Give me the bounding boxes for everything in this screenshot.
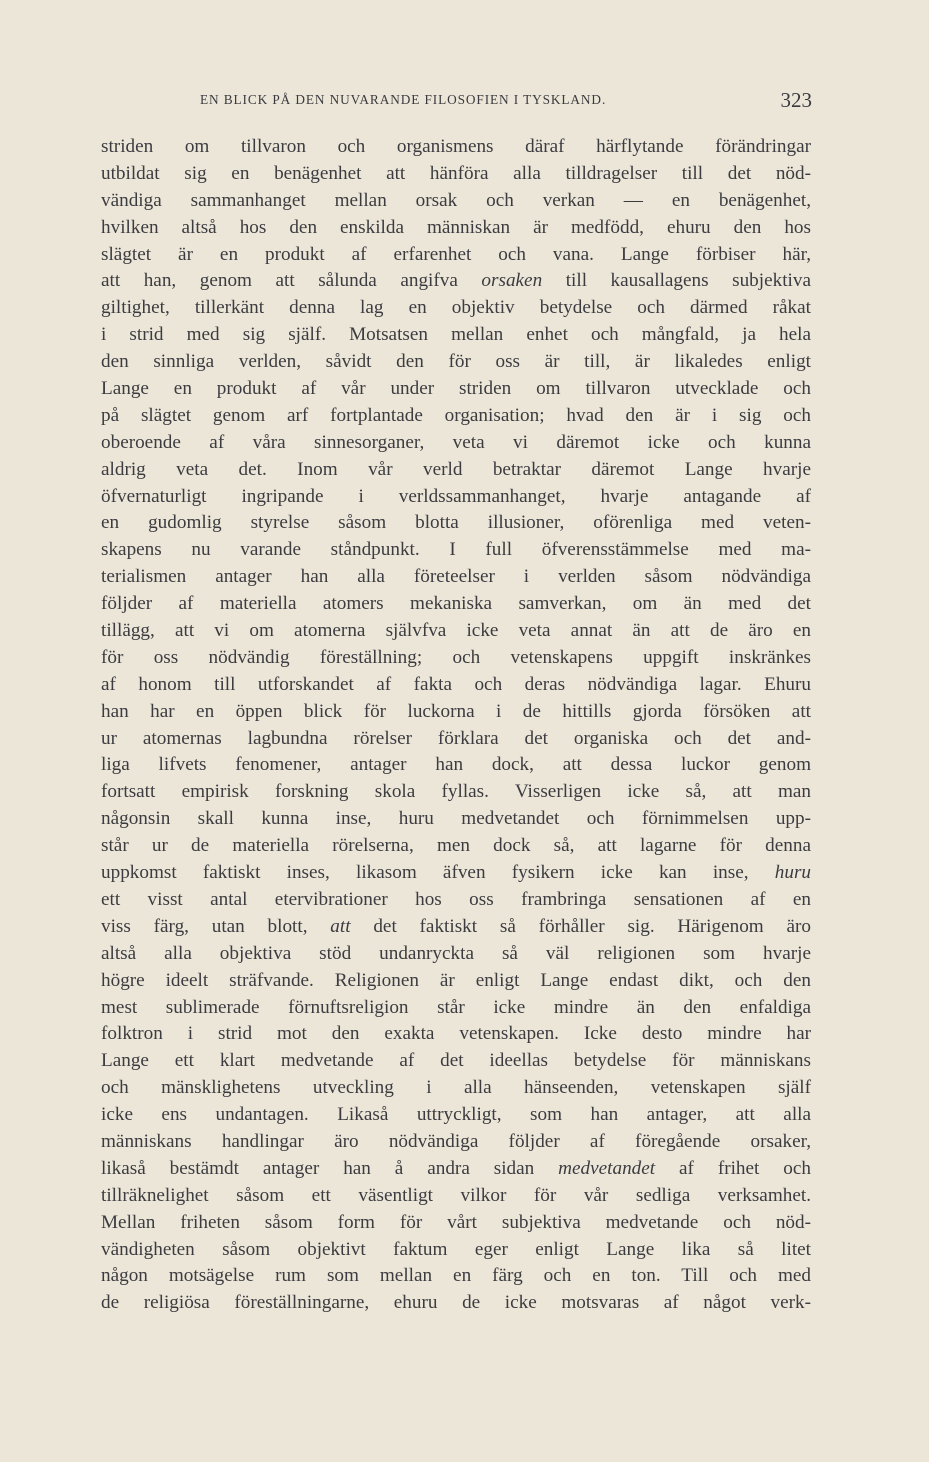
text-line (101, 968, 811, 995)
text-line (101, 860, 811, 887)
line-text: vändigheten såsom objektivt faktum eger enligt Lange lika så litet (101, 1238, 811, 1260)
line-text: likaså bestämdt antager han å andra sidan (101, 1157, 559, 1179)
line-text: ur atomernas lagbundna rörelser förklara det organiska och det and- (101, 727, 811, 749)
line-text: utbildat sig en benägenhet att hänföra alla tilldragelser till det nöd- (101, 162, 811, 184)
emphasis-text: medvetandet (558, 1157, 656, 1179)
line-text: han har en öppen blick för luckorna i de hittills gjorda försöken att (101, 700, 811, 722)
text-line (101, 1290, 811, 1317)
text-line (101, 349, 811, 376)
line-text: striden om tillvaron och organismens däraf härflytande förändringar (101, 136, 811, 157)
running-head (200, 88, 812, 112)
text-line (101, 1075, 811, 1102)
text-line (101, 215, 811, 242)
line-text: för oss nödvändig föreställning; och vetenskapens uppgift inskränkes (101, 646, 811, 668)
line-text: vändiga sammanhanget mellan orsak och verkan — en benägenhet, (101, 189, 811, 211)
body-text (101, 134, 811, 1317)
text-line (101, 591, 811, 618)
line-text: följder af materiella atomers mekaniska samverkan, om än med det (101, 593, 811, 615)
emphasis-text: orsaken (481, 270, 543, 292)
line-text: en gudomlig styrelse såsom blotta illusioner, oförenliga med veten- (101, 512, 811, 534)
line-text: af frihet och (655, 1157, 811, 1179)
line-text: altså alla objektiva stöd undanryckta så väl religionen som hvarje (101, 942, 811, 964)
line-text: af honom till utforskandet af fakta och deras nödvändiga lagar. Ehuru (101, 673, 811, 695)
text-line (101, 134, 811, 161)
line-text: i strid med sig själf. Motsatsen mellan enhet och mångfald, ja hela (101, 324, 811, 346)
line-text: skapens nu varande ståndpunkt. I full öfverensstämmelse med ma- (101, 539, 811, 561)
line-text: att han, genom att sålunda angifva (101, 270, 482, 292)
line-text: giltighet, tillerkänt denna lag en objektiv betydelse och därmed råkat (101, 297, 811, 319)
text-line (101, 941, 811, 968)
line-text: står ur de materiella rörelserna, men dock så, att lagarne för denna (101, 835, 811, 857)
text-line (101, 1237, 811, 1264)
text-line (101, 752, 811, 779)
line-text: Lange en produkt af vår under striden om tillvaron utvecklade och (101, 378, 811, 400)
text-line (101, 914, 811, 941)
text-line (101, 564, 811, 591)
line-text: liga lifvets fenomener, antager han dock, att dessa luckor genom (101, 754, 811, 776)
line-text: uppkomst faktiskt inses, likasom äfven fysikern icke kan inse, (101, 862, 775, 884)
line-text: tillägg, att vi om atomerna självfva icke veta annat än att de äro en (101, 620, 811, 642)
text-line (101, 645, 811, 672)
line-text: tillräknelighet såsom ett väsentligt vilkor för vår sedliga verksamhet. (101, 1184, 811, 1206)
text-line (101, 1048, 811, 1075)
emphasis-text: att (330, 915, 351, 937)
line-text: fortsatt empirisk forskning skola fyllas. Visserligen icke så, att man (101, 781, 811, 803)
text-line (101, 457, 811, 484)
text-line (101, 268, 811, 295)
line-text: öfvernaturligt ingripande i verldssammanhanget, hvarje antagande af (101, 485, 811, 507)
line-text: den sinnliga verlden, såvidt den för oss är till, är likaledes enligt (101, 351, 811, 373)
text-line (101, 779, 811, 806)
text-line (101, 1156, 811, 1183)
line-text: Mellan friheten såsom form för vårt subjektiva medvetande och nöd- (101, 1211, 811, 1233)
running-title: EN BLICK PÅ DEN NUVARANDE FILOSOFIEN I TYSKLAND. (200, 92, 607, 107)
text-line (101, 833, 811, 860)
line-text: och mänsklighetens utveckling i alla hänseenden, vetenskapen själf (101, 1077, 811, 1099)
text-line (101, 537, 811, 564)
text-line (101, 295, 811, 322)
line-text: folktron i strid mot den exakta vetenskapen. Icke desto mindre har (101, 1023, 811, 1045)
line-text: mest sublimerade förnuftsreligion står icke mindre än den enfaldiga (101, 996, 811, 1018)
line-text: icke ens undantagen. Likaså uttryckligt, som han antager, att alla (101, 1104, 811, 1126)
line-text: terialismen antager han alla företeelser i verlden såsom nödvändiga (101, 566, 811, 588)
line-text: människans handlingar äro nödvändiga följder af föregående orsaker, (101, 1130, 811, 1152)
text-line (101, 699, 811, 726)
text-line (101, 161, 811, 188)
line-text: viss färg, utan blott, (101, 915, 331, 937)
text-line (101, 484, 811, 511)
text-line (101, 618, 811, 645)
line-text: de religiösa föreställningarne, ehuru de icke motsvaras af något verk- (101, 1292, 811, 1314)
line-text: slägtet är en produkt af erfarenhet och vana. Lange förbiser här, (101, 243, 811, 265)
line-text: hvilken altså hos den enskilda människan är medfödd, ehuru den hos (101, 216, 811, 238)
text-line (101, 1129, 811, 1156)
text-line (101, 995, 811, 1022)
text-line (101, 1021, 811, 1048)
line-text: aldrig veta det. Inom vår verld betraktar däremot Lange hvarje (101, 458, 811, 480)
line-text: till kausallagens subjektiva (542, 270, 811, 292)
text-line (101, 188, 811, 215)
text-line (101, 376, 811, 403)
text-line (101, 403, 811, 430)
text-line (101, 322, 811, 349)
text-line (101, 1210, 811, 1237)
line-text: högre ideelt sträfvande. Religionen är enligt Lange endast dikt, och den (101, 969, 811, 991)
text-line (101, 1102, 811, 1129)
line-text: någon motsägelse rum som mellan en färg och en ton. Till och med (101, 1265, 811, 1287)
text-line (101, 242, 811, 269)
text-line (101, 672, 811, 699)
line-text: ett visst antal etervibrationer hos oss frambringa sensationen af en (101, 888, 811, 910)
line-text: någonsin skall kunna inse, huru medvetandet och förnimmelsen upp- (101, 808, 811, 830)
text-line (101, 1183, 811, 1210)
line-text: oberoende af våra sinnesorganer, veta vi däremot icke och kunna (101, 431, 811, 453)
text-line (101, 726, 811, 753)
emphasis-text: huru (774, 862, 811, 884)
line-text: Lange ett klart medvetande af det ideellas betydelse för människans (101, 1050, 811, 1072)
line-text: på slägtet genom arf fortplantade organisation; hvad den är i sig och (101, 404, 811, 426)
text-line (101, 510, 811, 537)
line-text: det faktiskt så förhåller sig. Härigenom äro (350, 915, 811, 937)
text-line (101, 430, 811, 457)
text-line (101, 1263, 811, 1290)
page-number: 323 (780, 88, 812, 112)
text-line (101, 887, 811, 914)
text-line (101, 806, 811, 833)
